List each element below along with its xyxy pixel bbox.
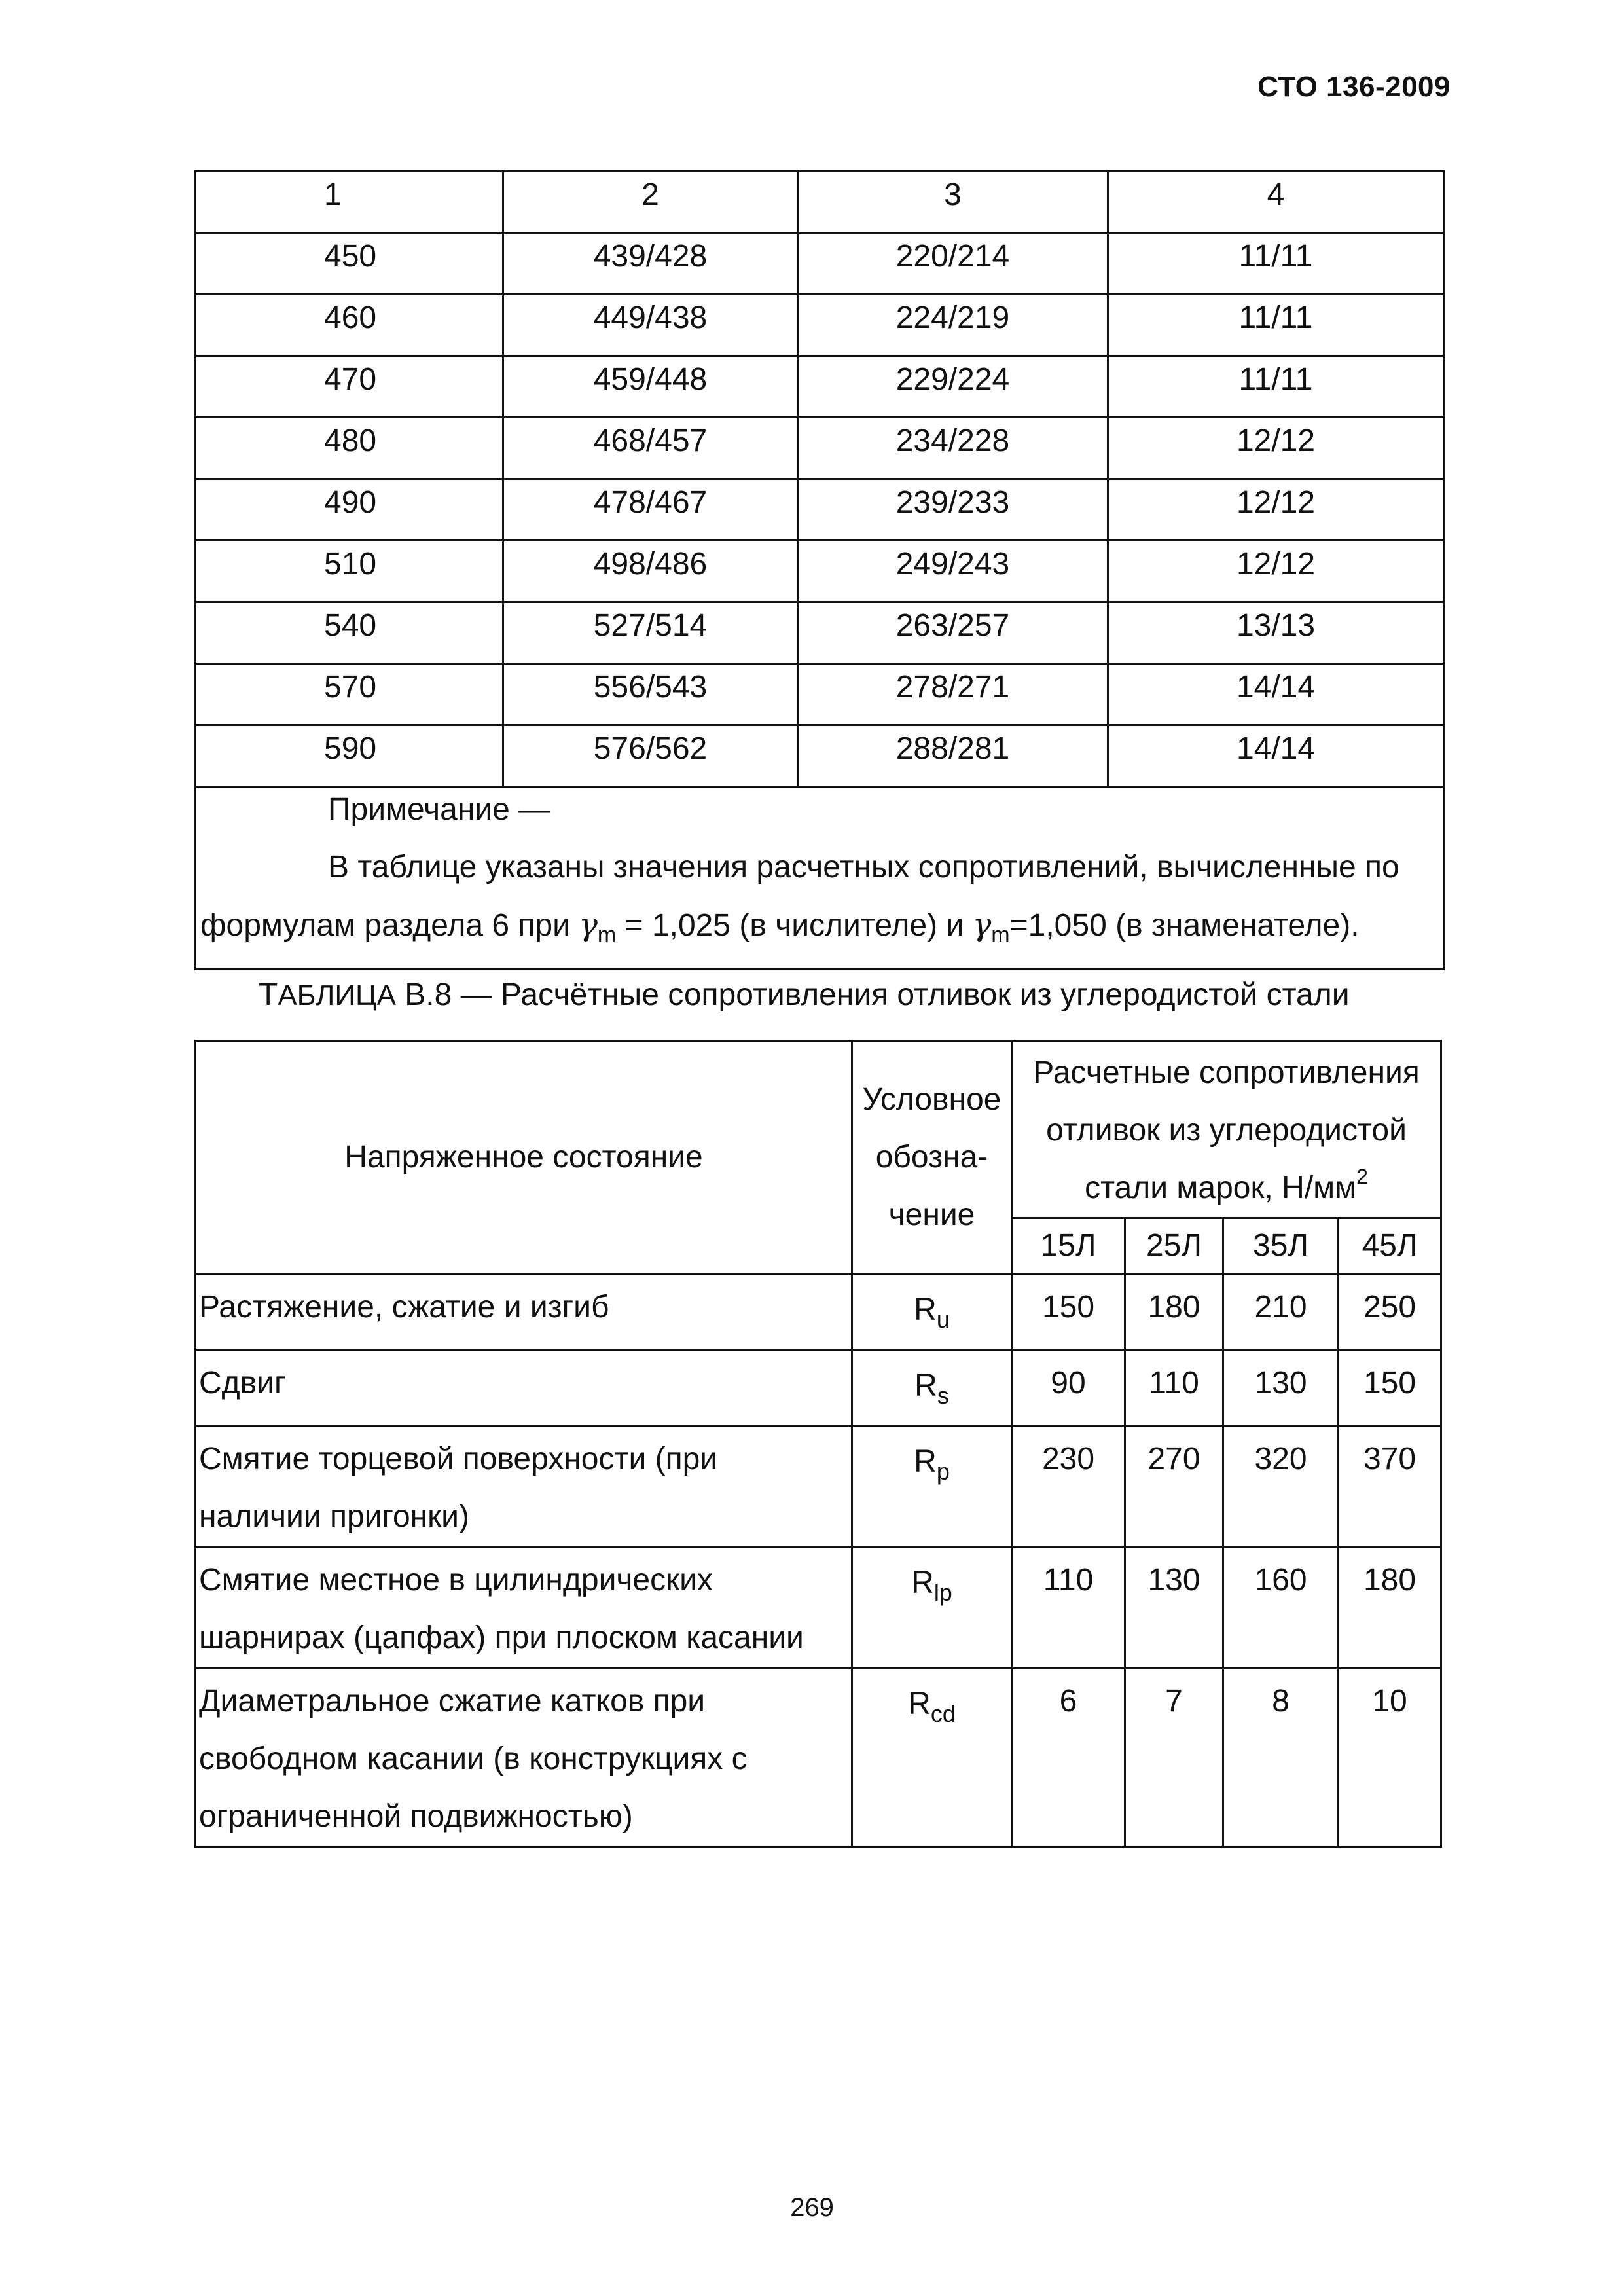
note-text: =1,050 (в знаменателе).	[1009, 908, 1360, 943]
table-cell: 14/14	[1108, 725, 1444, 787]
caption-word-first: Т	[259, 977, 278, 1012]
note-text-line: В таблице указаны значения расчетных сопротивлений, вычисленные по	[328, 850, 1399, 884]
resistance-value-cell: 110	[1012, 1547, 1125, 1668]
table-row	[196, 602, 1444, 664]
caption-word-rest: АБЛИЦА	[278, 979, 396, 1011]
stress-state-line: Растяжение, сжатие и изгиб	[199, 1290, 609, 1324]
table-cell: 229/224	[798, 356, 1108, 418]
table-cell: 450	[196, 233, 503, 295]
resistance-table-continuation	[194, 170, 1445, 970]
page-number: 269	[790, 2193, 834, 2222]
steel-grade-header: 25Л	[1125, 1218, 1223, 1274]
table-row	[196, 1350, 1441, 1426]
symbol-letter: R	[911, 1565, 934, 1600]
resistance-value-cell: 370	[1339, 1426, 1441, 1547]
table-cell: 278/271	[798, 664, 1108, 725]
resistance-value-cell: 160	[1223, 1547, 1339, 1668]
symbol-cell	[852, 1426, 1012, 1547]
resistance-value-cell: 230	[1012, 1426, 1125, 1547]
table-cell: 11/11	[1108, 233, 1444, 295]
header-group-unit-power: 2	[1356, 1165, 1368, 1188]
table-cell: 249/243	[798, 541, 1108, 602]
document-code: СТО 136-2009	[1257, 71, 1451, 103]
stress-state-line: Смятие торцевой поверхности (при	[199, 1442, 718, 1476]
header-symbol-line: Условное	[862, 1082, 1001, 1117]
resistance-value-cell: 320	[1223, 1426, 1339, 1547]
column-number-cell: 3	[798, 172, 1108, 233]
gamma-subscript: m	[991, 922, 1010, 947]
stress-state-line: Диаметральное сжатие катков при	[199, 1684, 706, 1719]
table-cell: 576/562	[503, 725, 798, 787]
table-row	[196, 664, 1444, 725]
note-text-line	[200, 909, 1443, 951]
symbol-subscript: cd	[930, 1700, 956, 1727]
resistance-value-cell: 250	[1339, 1274, 1441, 1350]
table-cell: 556/543	[503, 664, 798, 725]
resistance-value-cell: 180	[1339, 1547, 1441, 1668]
table-cell: 510	[196, 541, 503, 602]
header-symbol-line: чение	[888, 1197, 975, 1232]
gamma-symbol: γ	[579, 907, 598, 943]
table-cell: 12/12	[1108, 418, 1444, 479]
header-design-resistances	[1012, 1041, 1441, 1218]
table-row	[196, 1426, 1441, 1547]
symbol-letter: R	[914, 1368, 937, 1403]
table-cell: 590	[196, 725, 503, 787]
symbol-cell	[852, 1274, 1012, 1350]
table-cell: 224/219	[798, 295, 1108, 356]
symbol-subscript: s	[937, 1382, 949, 1409]
table-cell: 460	[196, 295, 503, 356]
table-row	[196, 418, 1444, 479]
table-row	[196, 479, 1444, 541]
table-cell: 490	[196, 479, 503, 541]
symbol-letter: R	[914, 1292, 937, 1327]
note-cell	[196, 787, 1444, 970]
table-header-row	[196, 172, 1444, 233]
resistance-value-cell: 8	[1223, 1668, 1339, 1847]
table-cell: 478/467	[503, 479, 798, 541]
resistance-value-cell: 7	[1125, 1668, 1223, 1847]
table-cell: 527/514	[503, 602, 798, 664]
header-group-line	[1013, 1159, 1440, 1217]
column-number-cell: 4	[1108, 172, 1444, 233]
symbol-letter: R	[908, 1686, 931, 1721]
table-row	[196, 295, 1444, 356]
note-text: формулам раздела 6 при	[200, 908, 579, 943]
stress-state-line: наличии пригонки)	[199, 1499, 469, 1534]
stress-state-cell	[196, 1350, 852, 1426]
table-cell: 439/428	[503, 233, 798, 295]
table-cell: 263/257	[798, 602, 1108, 664]
note-row	[196, 787, 1444, 970]
resistance-value-cell: 180	[1125, 1274, 1223, 1350]
stress-state-cell	[196, 1547, 852, 1668]
table-header-row	[196, 1041, 1441, 1218]
resistance-value-cell: 270	[1125, 1426, 1223, 1547]
resistance-value-cell: 130	[1125, 1547, 1223, 1668]
symbol-cell	[852, 1350, 1012, 1426]
column-number-cell: 2	[503, 172, 798, 233]
resistance-value-cell: 150	[1012, 1274, 1125, 1350]
table-cell: 12/12	[1108, 541, 1444, 602]
resistance-value-cell: 210	[1223, 1274, 1339, 1350]
steel-grade-header: 35Л	[1223, 1218, 1339, 1274]
header-group-unit: стали марок, Н/мм	[1085, 1171, 1357, 1205]
table-row	[196, 725, 1444, 787]
steel-grade-header: 15Л	[1012, 1218, 1125, 1274]
symbol-letter: R	[914, 1444, 937, 1479]
table-cell: 234/228	[798, 418, 1108, 479]
header-symbol	[852, 1041, 1012, 1274]
symbol-subscript: u	[936, 1306, 950, 1333]
resistance-value-cell: 90	[1012, 1350, 1125, 1426]
stress-state-line: шарнирах (цапфах) при плоском касании	[199, 1620, 804, 1655]
caption-text: В.8 — Расчётные сопротивления отливок из углеродистой стали	[395, 977, 1350, 1012]
stress-state-line: ограниченной подвижностью)	[199, 1799, 633, 1834]
casting-resistance-table	[194, 1040, 1442, 1848]
table-cell: 12/12	[1108, 479, 1444, 541]
stress-state-line: свободном касании (в конструкциях с	[199, 1741, 748, 1776]
header-stress-state: Напряженное состояние	[196, 1041, 852, 1274]
table-cell: 220/214	[798, 233, 1108, 295]
gamma-symbol: γ	[972, 907, 992, 943]
gamma-subscript: m	[597, 922, 617, 947]
symbol-subscript: lp	[933, 1579, 952, 1606]
note-text: = 1,025 (в числителе) и	[616, 908, 973, 943]
table-cell: 288/281	[798, 725, 1108, 787]
table-cell: 540	[196, 602, 503, 664]
table-row	[196, 1274, 1441, 1350]
header-group-line: Расчетные сопротивления	[1033, 1055, 1420, 1090]
table-row	[196, 541, 1444, 602]
steel-grade-header: 45Л	[1339, 1218, 1441, 1274]
table-cell: 470	[196, 356, 503, 418]
resistance-value-cell: 110	[1125, 1350, 1223, 1426]
table-cell: 449/438	[503, 295, 798, 356]
column-number-cell: 1	[196, 172, 503, 233]
table-row	[196, 1668, 1441, 1847]
table-cell: 480	[196, 418, 503, 479]
header-group-line: отливок из углеродистой	[1046, 1113, 1407, 1148]
table-cell: 239/233	[798, 479, 1108, 541]
table-row	[196, 1547, 1441, 1668]
table-cell: 14/14	[1108, 664, 1444, 725]
table-cell: 13/13	[1108, 602, 1444, 664]
stress-state-line: Смятие местное в цилиндрических	[199, 1563, 713, 1597]
symbol-cell	[852, 1547, 1012, 1668]
note-title: Примечание —	[328, 792, 550, 827]
resistance-value-cell: 6	[1012, 1668, 1125, 1847]
table-cell: 570	[196, 664, 503, 725]
resistance-value-cell: 130	[1223, 1350, 1339, 1426]
symbol-subscript: p	[936, 1458, 950, 1485]
symbol-cell	[852, 1668, 1012, 1847]
table-cell: 498/486	[503, 541, 798, 602]
table-caption	[259, 977, 1350, 1013]
table-row	[196, 233, 1444, 295]
stress-state-cell	[196, 1274, 852, 1350]
resistance-value-cell: 150	[1339, 1350, 1441, 1426]
header-symbol-line: обозна-	[875, 1139, 988, 1175]
table-cell: 11/11	[1108, 295, 1444, 356]
stress-state-line: Сдвиг	[199, 1366, 286, 1400]
stress-state-cell	[196, 1426, 852, 1547]
table-row	[196, 356, 1444, 418]
table-cell: 468/457	[503, 418, 798, 479]
table-cell: 459/448	[503, 356, 798, 418]
stress-state-cell	[196, 1668, 852, 1847]
table-cell: 11/11	[1108, 356, 1444, 418]
resistance-value-cell: 10	[1339, 1668, 1441, 1847]
